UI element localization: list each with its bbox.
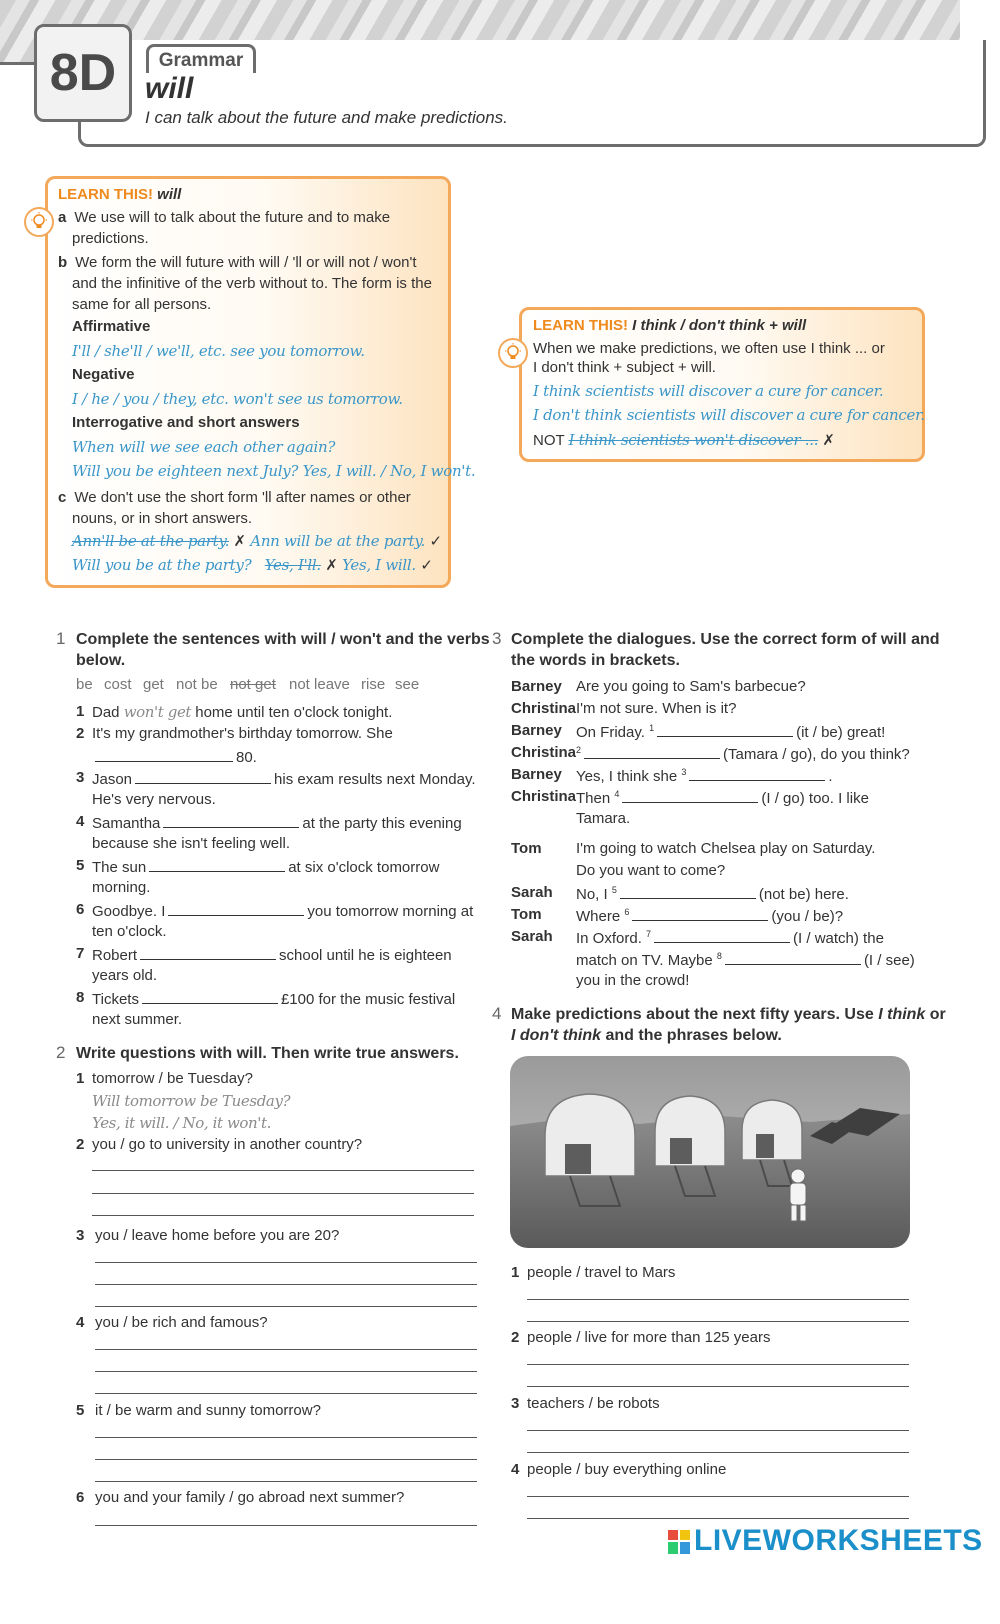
answer-gap[interactable] <box>140 945 276 960</box>
answer-line[interactable] <box>92 1170 474 1171</box>
rule-c-cont: nouns, or in short answers. <box>72 510 253 527</box>
learn2-not-example: NOT I think scientists won't discover ... ✗ <box>533 431 835 449</box>
answer-line[interactable] <box>95 1437 477 1438</box>
item-number: 3 <box>511 1395 520 1412</box>
dialogue-line: Yes, I think she $^3$ . <box>576 767 833 785</box>
word-box-item: rise <box>361 676 386 693</box>
answer-gap[interactable] <box>725 950 861 965</box>
negative-label: Negative <box>72 366 135 383</box>
speaker-name: Barney <box>511 766 562 783</box>
ex1-item-5-cont: morning. <box>92 879 151 896</box>
item-number: 1 <box>511 1264 520 1281</box>
answer-line[interactable] <box>527 1452 909 1453</box>
exercise-3-number: 3 <box>492 629 502 648</box>
learn-box-title: LEARN THIS! I think / don't think + will <box>533 317 807 334</box>
exercise-2-number: 2 <box>56 1043 66 1062</box>
liveworksheets-brand[interactable]: LIVEWORKSHEETS <box>694 1524 983 1557</box>
answer-gap[interactable] <box>584 744 720 759</box>
rule-c: c We don't use the short form 'll after names or other <box>58 489 411 506</box>
rule-b-cont1: and the infinitive of the verb without to. The form is the <box>72 275 432 292</box>
exercise-1-number: 1 <box>56 629 66 648</box>
answer-line[interactable] <box>527 1386 909 1387</box>
item-number: 1 <box>76 703 85 720</box>
answer-gap[interactable] <box>95 747 233 762</box>
item-number: 3 <box>76 1227 85 1244</box>
learn-box-title: LEARN THIS! will <box>58 186 182 203</box>
item-number: 2 <box>76 725 85 742</box>
learn2-example-1: I think scientists will discover a cure for cancer. <box>533 382 884 400</box>
item-number: 2 <box>76 1136 85 1153</box>
answer-line[interactable] <box>527 1299 909 1300</box>
word-box-item: get <box>143 676 164 693</box>
speaker-name: Tom <box>511 840 542 857</box>
answer-gap[interactable] <box>142 989 278 1004</box>
ex1-item-7-cont: years old. <box>92 967 158 984</box>
item-number: 4 <box>76 1314 85 1331</box>
affirmative-example: I'll / she'll / we'll, etc. see you tomorrow. <box>72 342 365 360</box>
ex4-prompt-4: people / buy everything online <box>527 1461 727 1478</box>
learn2-line-1: When we make predictions, we often use I think ... or <box>533 340 885 357</box>
lightbulb-icon <box>498 338 528 368</box>
exercise-3-instruction: Complete the dialogues. Use the correct form of will and <box>511 631 940 648</box>
answer-line[interactable] <box>527 1496 909 1497</box>
answer-gap[interactable] <box>657 722 793 737</box>
answer-line[interactable] <box>92 1193 474 1194</box>
ex1-item-8: Tickets £100 for the music festival <box>92 991 456 1008</box>
answer-line[interactable] <box>95 1393 477 1394</box>
answer-gap[interactable] <box>168 901 304 916</box>
word-box-item: see <box>395 676 420 693</box>
exercise-2-instruction: Write questions with will. Then write true answers. <box>76 1045 459 1062</box>
answer-gap[interactable] <box>689 766 825 781</box>
ex4-prompt-1: people / travel to Mars <box>527 1264 676 1281</box>
word-box-item: not leave <box>289 676 350 693</box>
dialogue-line: Then $^4$ (I / go) too. I like <box>576 789 869 807</box>
interrogative-example-1: When will we see each other again? <box>72 438 336 456</box>
item-number: 3 <box>76 769 85 786</box>
exercise-4-instruction: Make predictions about the next fifty years. Use I think or <box>511 1006 946 1023</box>
item-number: 6 <box>76 1489 85 1506</box>
item-number: 4 <box>76 813 85 830</box>
affirmative-label: Affirmative <box>72 318 151 335</box>
answer-gap[interactable] <box>632 906 768 921</box>
answer-line[interactable] <box>527 1364 909 1365</box>
dialogue-line: $^2$ (Tamara / go), do you think? <box>576 745 910 763</box>
item-number: 5 <box>76 857 85 874</box>
exercise-1-instruction-cont: below. <box>76 652 126 669</box>
ex1-item-8-cont: next summer. <box>92 1011 183 1028</box>
ex2-prompt-2: you / go to university in another country? <box>92 1136 363 1153</box>
interrogative-example-2: Will you be eighteen next July? Yes, I will. / No, I won't. <box>72 462 476 480</box>
ex2-prompt-3: you / leave home before you are 20? <box>95 1227 340 1244</box>
speaker-name: Christina <box>511 744 577 761</box>
dialogue-line-cont: you in the crowd! <box>576 972 690 989</box>
ex1-item-3: Jason his exam results next Monday. <box>92 771 476 788</box>
answer-line[interactable] <box>527 1518 909 1519</box>
exercise-4-instruction-cont: I don't think and the phrases below. <box>511 1027 782 1044</box>
lesson-title: will <box>145 72 194 105</box>
rule-b-cont2: same for all persons. <box>72 296 212 313</box>
ex2-prompt-1: tomorrow / be Tuesday? <box>92 1070 253 1087</box>
rule-a: a We use will to talk about the future and to make <box>58 209 391 226</box>
ex1-item-6-cont: ten o'clock. <box>92 923 167 940</box>
liveworksheets-logo-icon <box>668 1530 690 1554</box>
ex2-example-question: Will tomorrow be Tuesday? <box>92 1092 291 1110</box>
item-number: 2 <box>511 1329 520 1346</box>
item-number: 4 <box>511 1461 520 1478</box>
rule-c-example-2: Will you be at the party? Yes, I'll. ✗ Yes, I will. ✓ <box>72 556 433 574</box>
item-number: 6 <box>76 901 85 918</box>
dialogue-line-cont: Tamara. <box>576 810 631 827</box>
answer-gap[interactable] <box>135 769 271 784</box>
ex1-item-3-cont: He's very nervous. <box>92 791 216 808</box>
speaker-name: Barney <box>511 722 562 739</box>
exercise-4-number: 4 <box>492 1004 502 1023</box>
dialogue-line: On Friday. $^1$ (it / be) great! <box>576 723 886 741</box>
answer-line[interactable] <box>95 1284 477 1285</box>
ex2-prompt-6: you and your family / go abroad next summer? <box>95 1489 405 1506</box>
word-box-item-used: not get <box>230 676 276 693</box>
lightbulb-icon <box>24 207 54 237</box>
answer-gap[interactable] <box>654 928 790 943</box>
learn2-example-2: I don't think scientists will discover a cure for cancer. <box>533 406 925 424</box>
speaker-name: Tom <box>511 906 542 923</box>
rule-c-example-1: Ann'll be at the party. ✗ Ann will be at the party. ✓ <box>72 532 442 550</box>
rule-b: b We form the will future with will / 'll or will not / won't <box>58 254 417 271</box>
interrogative-label: Interrogative and short answers <box>72 414 300 431</box>
rule-a-cont: predictions. <box>72 230 149 247</box>
answer-line[interactable] <box>95 1525 477 1526</box>
dialogue-line-cont: match on TV. Maybe $^8$ (I / see) <box>576 951 915 969</box>
dialogue-line: No, I $^5$ (not be) here. <box>576 885 849 903</box>
answer-line[interactable] <box>95 1459 477 1460</box>
item-number: 8 <box>76 989 85 1006</box>
word-box-item: not be <box>176 676 218 693</box>
word-box-item: cost <box>104 676 132 693</box>
exercise-3-instruction-cont: the words in brackets. <box>511 652 680 669</box>
learn2-line-2: I don't think + subject + will. <box>533 359 716 376</box>
answer-line[interactable] <box>527 1321 909 1322</box>
speaker-name: Christina <box>511 788 577 805</box>
word-box-item: be <box>76 676 93 693</box>
ex1-item-1: Dad won't get home until ten o'clock tonight. <box>92 703 393 721</box>
ex4-prompt-3: teachers / be robots <box>527 1395 660 1412</box>
item-number: 5 <box>76 1402 85 1419</box>
answer-line[interactable] <box>95 1262 477 1263</box>
dialogue-line: In Oxford. $^7$ (I / watch) the <box>576 929 884 947</box>
answer-line[interactable] <box>95 1371 477 1372</box>
ex1-item-2: It's my grandmother's birthday tomorrow. She <box>92 725 393 742</box>
section-tab: Grammar <box>146 44 256 73</box>
answer-gap[interactable] <box>163 813 299 828</box>
speaker-name: Christina <box>511 700 577 717</box>
answer-line[interactable] <box>95 1349 477 1350</box>
answer-line[interactable] <box>95 1481 477 1482</box>
speaker-name: Sarah <box>511 928 553 945</box>
answer-gap[interactable] <box>622 788 758 803</box>
speaker-name: Barney <box>511 678 562 695</box>
item-number: 7 <box>76 945 85 962</box>
ex2-prompt-5: it / be warm and sunny tomorrow? <box>95 1402 321 1419</box>
answer-line[interactable] <box>527 1430 909 1431</box>
answer-gap[interactable] <box>149 857 285 872</box>
ex1-item-4-cont: because she isn't feeling well. <box>92 835 290 852</box>
ex2-example-answer: Yes, it will. / No, it won't. <box>92 1114 272 1132</box>
ex1-item-4: Samantha at the party this evening <box>92 815 462 832</box>
unit-badge: 8D <box>34 24 132 122</box>
item-number: 1 <box>76 1070 85 1087</box>
negative-example: I / he / you / they, etc. won't see us tomorrow. <box>72 390 403 408</box>
answer-line[interactable] <box>92 1215 474 1216</box>
ex2-prompt-4: you / be rich and famous? <box>95 1314 268 1331</box>
ex1-item-6: Goodbye. I you tomorrow morning at <box>92 903 474 920</box>
dialogue-line: Are you going to Sam's barbecue? <box>576 678 806 695</box>
ex1-item-5: The sun at six o'clock tomorrow <box>92 859 440 876</box>
answer-line[interactable] <box>95 1306 477 1307</box>
exercise-1-instruction: Complete the sentences with will / won't and the verbs <box>76 631 490 648</box>
dialogue-line: I'm not sure. When is it? <box>576 700 737 717</box>
dialogue-line: Where $^6$ (you / be)? <box>576 907 844 925</box>
dialogue-line: I'm going to watch Chelsea play on Saturday. <box>576 840 876 857</box>
speaker-name: Sarah <box>511 884 553 901</box>
ex4-prompt-2: people / live for more than 125 years <box>527 1329 771 1346</box>
lesson-aim: I can talk about the future and make predictions. <box>145 108 508 127</box>
answer-gap[interactable] <box>620 884 756 899</box>
ex1-item-2-cont: 80. <box>92 747 257 766</box>
mars-base-photo <box>510 1056 910 1248</box>
ex1-item-7: Robert school until he is eighteen <box>92 947 452 964</box>
dialogue-line-cont: Do you want to come? <box>576 862 726 879</box>
